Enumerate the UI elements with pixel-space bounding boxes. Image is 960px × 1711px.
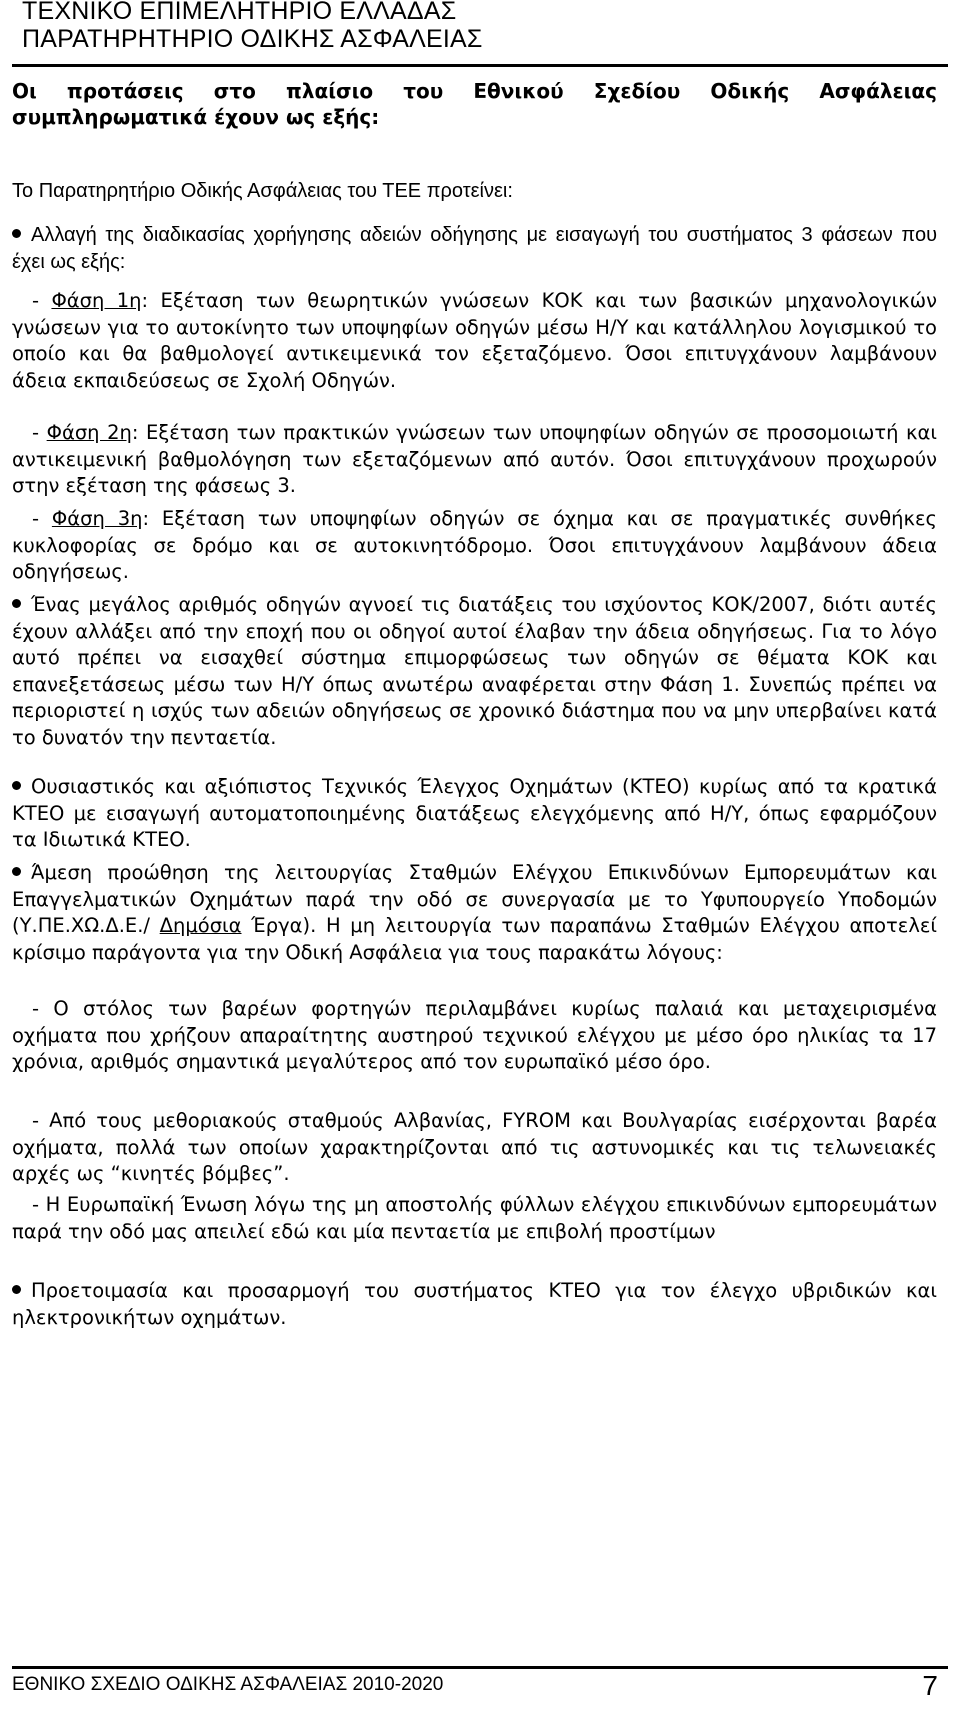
bullet-icon bbox=[12, 599, 21, 608]
phase-label: Φάση 3η bbox=[51, 507, 143, 530]
bullet-ktEO-inspection bbox=[12, 774, 937, 854]
reason-text: - Η Ευρωπαϊκή Ένωση λόγω της μη αποστολής φύλλων ελέγχου επικινδύνων εμπορευμάτων παρά την οδό μας απειλεί εδώ και μία πενταετία με επιβολή προστίμων bbox=[12, 1193, 937, 1243]
bullet-text: Προετοιμασία και προσαρμογή του συστήματος ΚΤΕΟ για τον έλεγχο υβριδικών και ηλεκτρονικήτων οχημάτων. bbox=[12, 1279, 937, 1329]
intro bbox=[12, 178, 937, 205]
reason-text: - Ο στόλος των βαρέων φορτηγών περιλαμβάνει κυρίως παλαιά και μεταχειρισμένα οχήματα που χρήζουν απαραίτητης αυστηρού τεχνικού ελέγχου με μέσο όρο ηλικίας τα 17 χρόνια, αριθμός σημαντικά μεγαλύτερος από τον ευρωπαϊκό μέσο όρο. bbox=[12, 997, 937, 1073]
header-organization: ΤΕΧΝΙΚΟ ΕΠΙΜΕΛΗΤΗΡΙΟ ΕΛΛΑΔΑΣ bbox=[22, 0, 457, 25]
header-divider bbox=[12, 64, 948, 67]
header-observatory: ΠΑΡΑΤΗΡΗΤΗΡΙΟ ΟΔΙΚΗΣ ΑΣΦΑΛΕΙΑΣ bbox=[22, 25, 483, 53]
phase-2: - Φάση 2η: Εξέταση των πρακτικών γνώσεων των υποψηφίων οδηγών σε προσομοιωτή και αντικειμενική βαθμολόγηση των εξεταζόμενων από αυτόν. Όσοι επιτυγχάνουν προχωρούν στην εξέταση της φάσεως 3. bbox=[12, 421, 937, 497]
reason-3 bbox=[12, 1192, 937, 1245]
bullet-text: Ουσιαστικός και αξιόπιστος Τεχνικός Έλεγχος Οχημάτων (ΚΤΕΟ) κυρίως από τα κρατικά ΚΤΕΟ με εισαγωγή αυτοματοποιημένης διατάξεως ελεγχόμενης από Η/Υ, όπως εφαρμόζουν τα Ιδιωτικά ΚΤΕΟ. bbox=[12, 775, 937, 851]
bullet-icon bbox=[12, 229, 21, 238]
intro-text: Το Παρατηρητήριο Οδικής Ασφάλειας του ΤΕΕ προτείνει: bbox=[12, 180, 513, 202]
bullet-driver-retraining bbox=[12, 592, 937, 751]
phase-label: Φάση 2η bbox=[46, 421, 132, 444]
phase-text: : Εξέταση των υποψηφίων οδηγών σε όχημα και σε πραγματικές συνθήκες κυκλοφορίας σε δρόμο και σε αυτοκινητόδρομο. Όσοι επιτυγχάνουν λαμβάνουν άδεια οδηγήσεως. bbox=[12, 507, 937, 583]
bullet-icon bbox=[12, 867, 21, 876]
document-title: Οι προτάσεις στο πλαίσιο του Εθνικού Σχεδίου Οδικής Ασφάλειας συμπληρωματικά έχουν ως εξής: bbox=[12, 79, 937, 129]
bullet-icon bbox=[12, 781, 21, 790]
bullet-inspection-stations: Άμεση προώθηση της λειτουργίας Σταθμών Ελέγχου Επικινδύνων Εμπορευμάτων και Επαγγελματικών Οχημάτων παρά την οδό σε συνεργασία με το Υφυπουργείο Υποδομών (Υ.ΠΕ.ΧΩ.Δ.Ε./ Δημόσια Έργα). Η μη λειτουργία των παραπάνω Σταθμών Ελέγχου αποτελεί κρίσιμο παράγοντα για την Οδική Ασφάλεια για τους παρακάτω λόγους: bbox=[12, 861, 938, 964]
phase-1: - Φάση 1η: Εξέταση των θεωρητικών γνώσεων ΚΟΚ και των βασικών μηχανολογικών γνώσεων για το αυτοκίνητο των υποψηφίων οδηγών μέσω Η/Υ και κατάλληλου λογισμικού το οποίο και θα βαθμολογεί αντικειμενικά τον εξεταζόμενο. Όσοι επιτυγχάνουν λαμβάνουν άδεια εκπαιδεύσεως σε Σχολή Οδηγών. bbox=[12, 289, 937, 392]
reason-1 bbox=[12, 996, 937, 1076]
phase-text: : Εξέταση των πρακτικών γνώσεων των υποψηφίων οδηγών σε προσομοιωτή και αντικειμενική βαθμολόγηση των εξεταζόμενων από αυτόν. Όσοι επιτυγχάνουν προχωρούν στην εξέταση της φάσεως 3. bbox=[12, 421, 937, 497]
section-title bbox=[12, 78, 937, 130]
reason-text: - Από τους μεθοριακούς σταθμούς Αλβανίας, FYROM και Βουλγαρίας εισέρχονται βαρέα οχήματα, πολλά των οποίων χαρακτηρίζονται από τις αστυνομικές και τις τελωνειακές αρχές ως “κινητές βόμβες”. bbox=[12, 1109, 937, 1185]
bullet-text: Αλλαγή της διαδικασίας χορήγησης αδειών οδήγησης με εισαγωγή του συστήματος 3 φάσεων που έχει ως εξής: bbox=[12, 224, 937, 273]
phase-text: : Εξέταση των θεωρητικών γνώσεων ΚΟΚ και των βασικών μηχανολογικών γνώσεων για το αυτοκίνητο των υποψηφίων οδηγών μέσω Η/Υ και κατάλληλου λογισμικού το οποίο και θα βαθμολογεί αντικειμενικά τον εξεταζόμενο. Όσοι επιτυγχάνουν λαμβάνουν άδεια εκπαιδεύσεως σε Σχολή Οδηγών. bbox=[12, 289, 937, 392]
footer-divider bbox=[12, 1666, 948, 1669]
bullet-hybrid-vehicles bbox=[12, 1278, 937, 1331]
bullet-license-system bbox=[12, 222, 937, 275]
phase-3: - Φάση 3η: Εξέταση των υποψηφίων οδηγών σε όχημα και σε πραγματικές συνθήκες κυκλοφορίας σε δρόμο και σε αυτοκινητόδρομο. Όσοι επιτυγχάνουν λαμβάνουν άδεια οδηγήσεως. bbox=[12, 507, 937, 583]
reason-2 bbox=[12, 1108, 937, 1188]
footer-text: ΕΘΝΙΚΟ ΣΧΕΔΙΟ ΟΔΙΚΗΣ ΑΣΦΑΛΕΙΑΣ 2010-2020 bbox=[12, 1674, 444, 1695]
bullet-icon bbox=[12, 1285, 21, 1294]
phase-label: Φάση 1η bbox=[51, 289, 142, 312]
bullet-text: Ένας μεγάλος αριθμός οδηγών αγνοεί τις διατάξεις του ισχύοντος ΚΟΚ/2007, διότι αυτές έχουν αλλάξει από την εποχή που οι οδηγοί αυτοί έλαβαν την άδεια οδηγήσεως. Για το λόγο αυτό πρέπει να εισαχθεί σύστημα επιμορφώσεως των οδηγών σε θέματα ΚΟΚ και επανεξετάσεως μέσω των Η/Υ όπως ανωτέρω αναφέρεται στην Φάση 1. Συνεπώς πρέπει να περιοριστεί η ισχύς των αδειών οδηγήσεως σε χρονικό διάστημα που να μην υπερβαίνει κατά το δυνατόν την πενταετία. bbox=[12, 593, 937, 749]
page-number: 7 bbox=[922, 1670, 938, 1701]
